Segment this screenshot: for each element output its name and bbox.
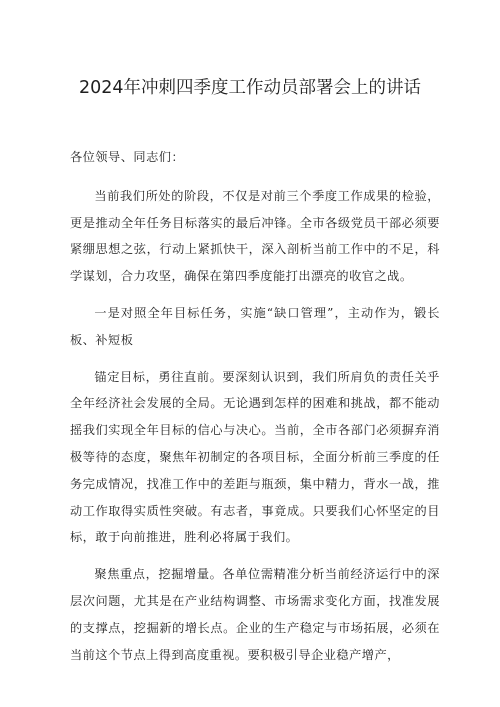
section-heading-1: 一是对照全年目标任务，实施“缺口管理”，主动作为，锻长板、补短板 <box>70 305 440 347</box>
paragraph-focus: 聚焦重点，挖掘增量。各单位需精准分析当前经济运行中的深层次问题，尤其是在产业结构调整、市场需求变化方面，找准发展的支撑点，挖掘新的增长点。企业的生产稳定与市场拓展，必须在当前这个节点上得到高度重视。要积极引导企业稳产增产， <box>70 567 440 662</box>
paragraph-intro: 当前我们所处的阶段，不仅是对前三个季度工作成果的检验，更是推动全年任务目标落实的最后冲锋。全市各级党员干部必须要紧绷思想之弦，行动上紧抓快干，深入剖析当前工作中的不足，科学谋划，合力攻坚，确保在第四季度能打出漂亮的收官之战。 <box>70 188 440 284</box>
paragraph-goals: 锚定目标，勇往直前。要深刻认识到，我们所肩负的责任关乎全年经济社会发展的全局。无论遇到怎样的困难和挑战，都不能动摇我们实现全年目标的信心与决心。当前，全市各部门必须摒弃消极等待的态度，聚焦年初制定的各项目标，全面分析前三季度的任务完成情况，找准工作中的差距与瓶颈，集中精力，背水一战，推动工作取得实质性突破。有志者，事竟成。只要我们心怀坚定的目标，敢于向前推进，胜利必将属于我们。 <box>70 369 440 545</box>
salutation: 各位领导、同志们： <box>70 150 185 164</box>
document-body <box>70 144 440 678</box>
document-title: 2024年冲刺四季度工作动员部署会上的讲话 <box>78 78 422 98</box>
